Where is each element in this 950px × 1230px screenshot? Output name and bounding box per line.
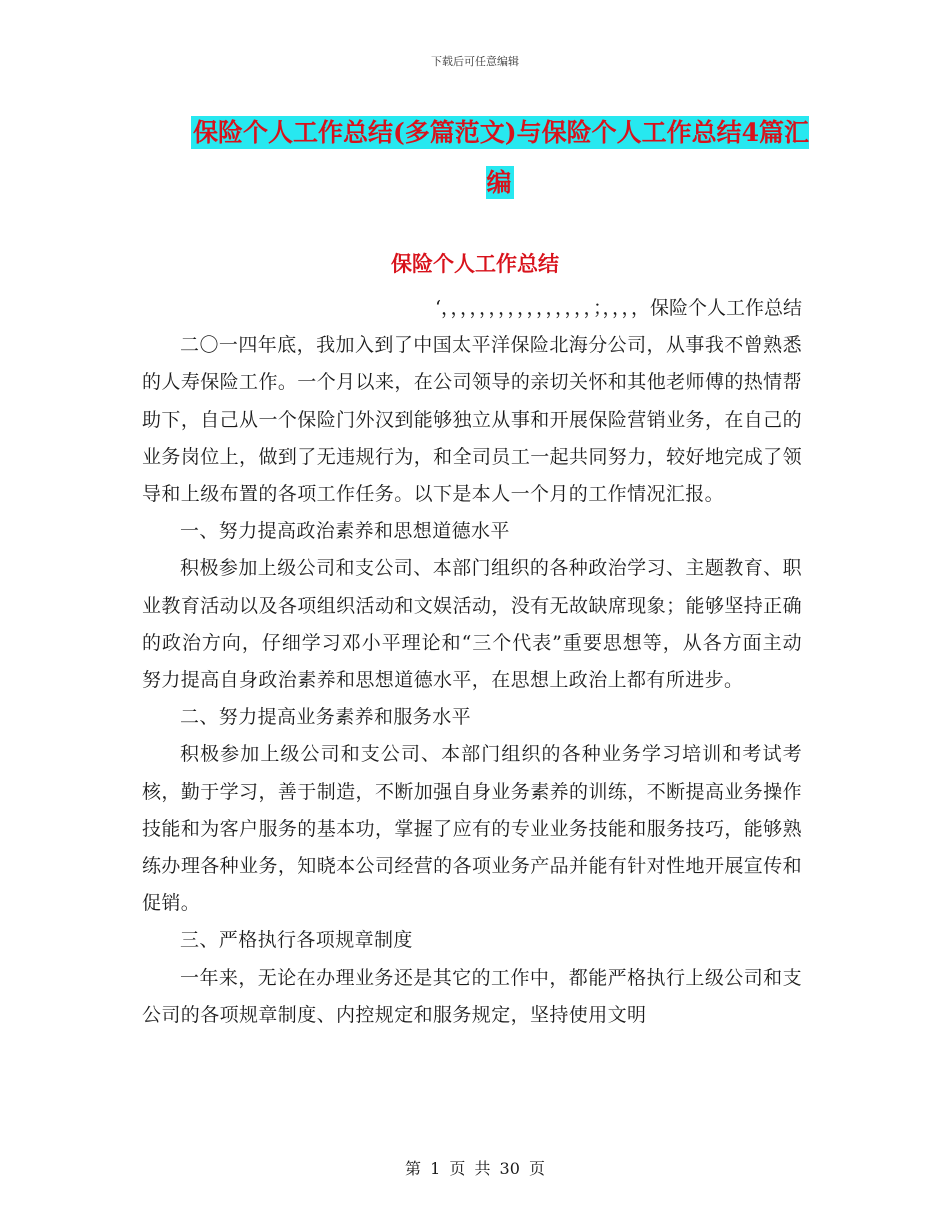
heading-1: 一、努力提高政治素养和思想道德水平 — [180, 520, 510, 543]
paragraph-lead: ‘，，，，，，，，，，，，，，，，；，，，，保险个人工作总结 — [434, 297, 802, 319]
paragraph: 积极参加上级公司和支公司、本部门组织的各种业务学习培训和考试考核，勤于学习，善于制造，不断加强自身业务素养的训练，不断提高业务操作技能和为客户服务的基本功，掌握了应有的专业业务技能和服务技巧，能够熟练办理各种业务，知晓本公司经营的各项业务产品并能有针对性地开展宣传和促销。 — [142, 743, 802, 915]
document-body — [142, 290, 802, 1034]
page-footer: 第 1 页 共 30 页 — [405, 1159, 545, 1178]
heading-3: 三、严格执行各项规章制度 — [180, 929, 413, 952]
header-note: 下载后可任意编辑 — [431, 55, 519, 68]
document-title-text: 保险个人工作总结(多篇范文)与保险个人工作总结4篇汇编 — [192, 118, 810, 197]
paragraph: 二〇一四年底，我加入到了中国太平洋保险北海分公司，从事我不曾熟悉的人寿保险工作。一个月以来，在公司领导的亲切关怀和其他老师傅的热情帮助下，自己从一个保险门外汉到能够独立从事和开展保险营销业务，在自己的业务岗位上，做到了无违规行为，和全司员工一起共同努力，较好地完成了领导和上级布置的各项工作任务。以下是本人一个月的工作情况汇报。 — [142, 334, 802, 506]
paragraph: 一年来，无论在办理业务还是其它的工作中，都能严格执行上级公司和支公司的各项规章制度、内控规定和服务规定，坚持使用文明 — [142, 966, 802, 1026]
paragraph: 积极参加上级公司和支公司、本部门组织的各种政治学习、主题教育、职业教育活动以及各项组织活动和文娱活动，没有无故缺席现象；能够坚持正确的政治方向，仔细学习邓小平理论和“三个代表”重要思想等，从各方面主动努力提高自身政治素养和思想道德水平，在思想上政治上都有所进步。 — [142, 557, 802, 692]
section-title: 保险个人工作总结 — [391, 251, 559, 276]
document-title — [190, 108, 810, 208]
heading-2: 二、努力提高业务素养和服务水平 — [180, 706, 472, 729]
